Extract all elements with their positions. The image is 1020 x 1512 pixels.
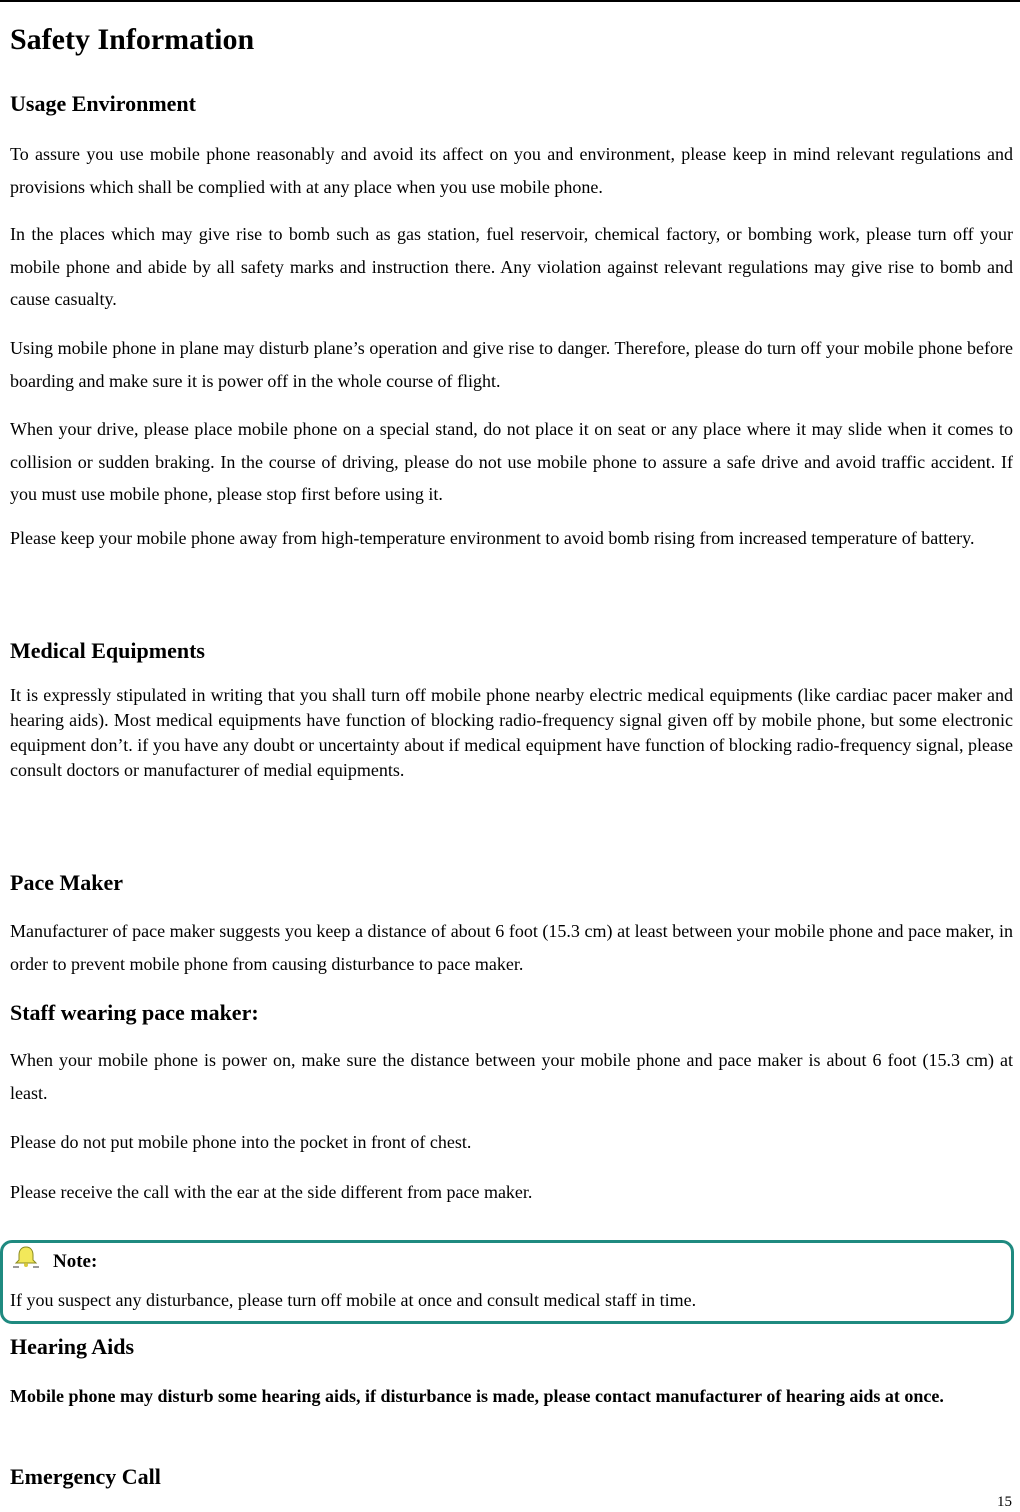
hearing-heading: Hearing Aids xyxy=(10,1334,135,1359)
usage-p4-block xyxy=(10,413,1013,511)
bell-icon xyxy=(12,1243,40,1271)
medical-heading: Medical Equipments xyxy=(10,638,205,663)
usage-p2-block xyxy=(10,218,1013,316)
top-rule xyxy=(0,0,1020,2)
emergency-section xyxy=(10,1463,1013,1491)
hearing-p1-block xyxy=(10,1380,1013,1413)
staff-heading-block xyxy=(10,999,1013,1027)
note-text-block xyxy=(10,1288,1013,1313)
medical-section xyxy=(10,637,1013,665)
pacemaker-p3-block xyxy=(10,1126,1013,1159)
usage-paragraph-1: To assure you use mobile phone reasonably and avoid its affect on you and environment, please keep in mind relevant regulations and provisions which shall be complied with at any place when you use mobile phone. xyxy=(10,144,1013,197)
hearing-paragraph-1: Mobile phone may disturb some hearing aids, if disturbance is made, please contact manufacturer of hearing aids at once. xyxy=(10,1386,944,1406)
pacemaker-paragraph-3: Please do not put mobile phone into the pocket in front of chest. xyxy=(10,1132,472,1152)
pacemaker-section xyxy=(10,869,1013,897)
pacemaker-heading: Pace Maker xyxy=(10,870,123,895)
medical-p1-block xyxy=(10,683,1013,783)
usage-p1-block xyxy=(10,138,1013,203)
hearing-section xyxy=(10,1333,1013,1361)
page-title-block xyxy=(10,20,1013,64)
usage-paragraph-2: In the places which may give rise to bomb such as gas station, fuel reservoir, chemical factory, or bombing work, please turn off your mobile phone and abide by all safety marks and instruction there. Any violation against relevant regulations may give rise to bomb and cause casualty. xyxy=(10,224,1013,309)
page-number: 15 xyxy=(997,1494,1012,1510)
page-title: Safety Information xyxy=(10,23,255,56)
usage-paragraph-3: Using mobile phone in plane may disturb plane’s operation and give rise to danger. Therefore, please do turn off your mobile phone before boarding and make sure it is power off in the whole course of flight. xyxy=(10,338,1013,391)
medical-paragraph-1: It is expressly stipulated in writing that you shall turn off mobile phone nearby electric medical equipments (like cardiac pacer maker and hearing aids). Most medical equipments have function of blocking radio-frequency signal given off by mobile phone, but some electronic equipment don’t. if you have any doubt or uncertainty about if medical equipment have function of blocking radio-frequency signal, please consult doctors or manufacturer of medial equipments. xyxy=(10,685,1013,780)
pacemaker-p4-block xyxy=(10,1176,1013,1209)
usage-section xyxy=(10,90,1013,118)
usage-paragraph-5: Please keep your mobile phone away from high-temperature environment to avoid bomb rising from increased temperature of battery. xyxy=(10,528,975,548)
usage-p5-block xyxy=(10,526,1013,551)
note-label: Note: xyxy=(53,1251,98,1272)
pacemaker-paragraph-2: When your mobile phone is power on, make sure the distance between your mobile phone and pace maker is about 6 foot (15.3 cm) at least. xyxy=(10,1050,1013,1103)
usage-p3-block xyxy=(10,332,1013,397)
pacemaker-p1-block xyxy=(10,915,1013,980)
emergency-heading: Emergency Call xyxy=(10,1464,161,1489)
note-text: If you suspect any disturbance, please turn off mobile at once and consult medical staff in time. xyxy=(10,1290,697,1310)
staff-heading: Staff wearing pace maker: xyxy=(10,1000,259,1025)
pacemaker-paragraph-1: Manufacturer of pace maker suggests you keep a distance of about 6 foot (15.3 cm) at least between your mobile phone and pace maker, in order to prevent mobile phone from causing disturbance to pace maker. xyxy=(10,921,1013,974)
pacemaker-paragraph-4: Please receive the call with the ear at the side different from pace maker. xyxy=(10,1182,533,1202)
usage-paragraph-4: When your drive, please place mobile phone on a special stand, do not place it on seat or any place where it may slide when it comes to collision or sudden braking. In the course of driving, please do not use mobile phone to assure a safe drive and avoid traffic accident. If you must use mobile phone, please stop first before using it. xyxy=(10,419,1013,504)
usage-heading: Usage Environment xyxy=(10,91,196,116)
pacemaker-p2-block xyxy=(10,1044,1013,1109)
